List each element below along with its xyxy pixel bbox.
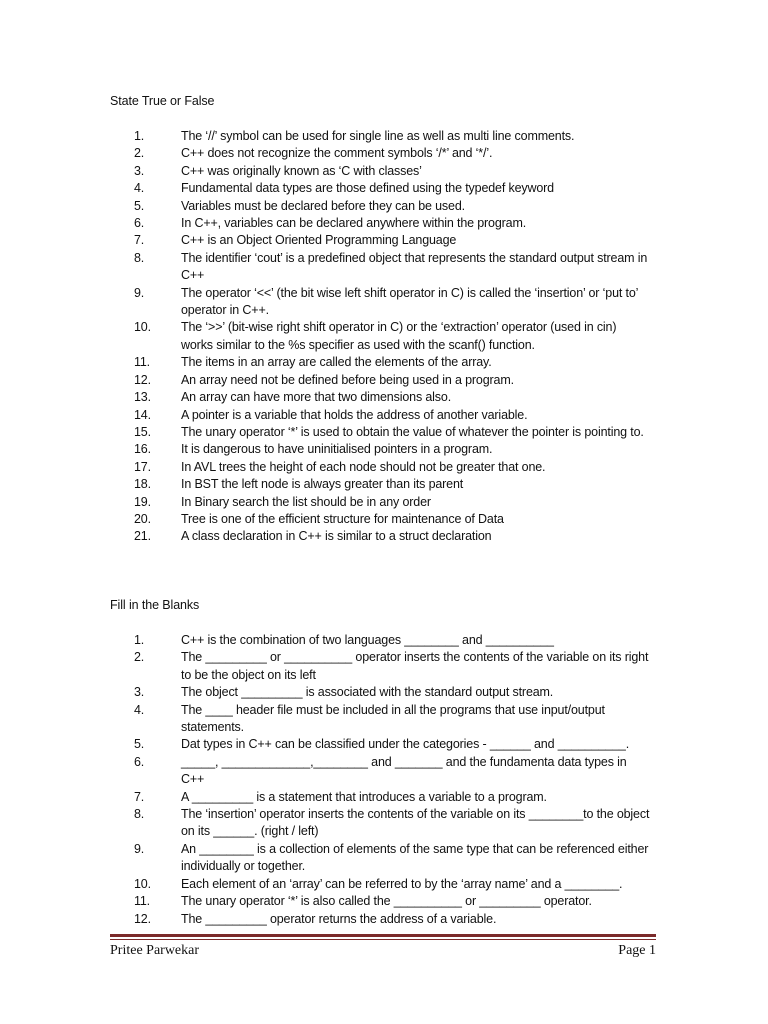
list-item-number: 4. — [134, 181, 145, 196]
list-item — [110, 424, 650, 441]
list-item-number: 10. — [134, 320, 151, 335]
list-item — [110, 198, 650, 215]
list-item-text: C++ was originally known as ‘C with classes’ — [181, 163, 422, 178]
list-item — [110, 389, 650, 406]
list-item-number: 17. — [134, 459, 151, 474]
list-item — [110, 128, 650, 145]
list-item-text: The ‘//’ symbol can be used for single line as well as multi line comments. — [181, 129, 575, 143]
list-item-number: 10. — [134, 876, 151, 891]
list-item-text: C++ is an Object Oriented Programming Language — [181, 233, 457, 248]
list-item-text: In AVL trees the height of each node should not be greater that one. — [181, 459, 546, 474]
list-item — [110, 511, 650, 528]
list-item-number: 11. — [134, 355, 150, 370]
list-item-text: Variables must be declared before they can be used. — [181, 198, 465, 213]
list-item-number: 7. — [134, 233, 145, 248]
list-item — [110, 806, 650, 841]
list-item — [110, 876, 650, 893]
list-item — [110, 841, 650, 876]
list-item-number: 12. — [134, 372, 151, 387]
list-item-text: A pointer is a variable that holds the address of another variable. — [181, 407, 528, 422]
list-item — [110, 494, 650, 511]
list-item-text: The _________ or __________ operator inserts the contents of the variable on its right to be the object on its left — [181, 650, 649, 682]
list-item-text: An array can have more that two dimensions also. — [181, 390, 452, 405]
list-item — [110, 528, 650, 545]
footer-author: Pritee Parwekar — [110, 943, 200, 958]
list-item-number: 15. — [134, 424, 151, 439]
list-item — [110, 354, 650, 371]
list-item — [110, 163, 650, 180]
list-item-text: Tree is one of the efficient structure for maintenance of Data — [181, 511, 504, 526]
list-item-text: The ____ header file must be included in all the programs that use input/output statements. — [181, 702, 605, 735]
list-item-number: 8. — [134, 250, 145, 265]
list-item-text: C++ does not recognize the comment symbols ‘/*’ and ‘*/’. — [181, 146, 493, 161]
footer-page-number: Page 1 — [618, 943, 656, 958]
list-item-text: A _________ is a statement that introduces a variable to a program. — [181, 789, 547, 804]
list-item — [110, 250, 650, 285]
list-item-number: 5. — [134, 737, 145, 752]
list-item-text: _____, _____________,________ and _______ and the fundamenta data types in C++ — [181, 754, 627, 787]
list-item — [110, 911, 650, 928]
list-item-number: 5. — [134, 198, 145, 213]
list-item — [110, 180, 650, 197]
list-item-number: 16. — [134, 442, 151, 457]
list-item-number: 18. — [134, 477, 151, 492]
list-item — [110, 476, 650, 493]
list-item-text: The identifier ‘cout’ is a predefined object that represents the standard output stream in C++ — [181, 250, 648, 283]
list-item — [110, 632, 650, 649]
list-item-text: Dat types in C++ can be classified under the categories - ______ and __________. — [181, 737, 630, 752]
list-item-number: 9. — [134, 841, 145, 856]
fill-blanks-list — [110, 632, 650, 928]
list-item — [110, 736, 650, 753]
list-item-text: C++ is the combination of two languages ________ and __________ — [181, 633, 554, 647]
list-item-number: 1. — [134, 129, 145, 143]
list-item — [110, 215, 650, 232]
list-item — [110, 893, 650, 910]
list-item-text: The unary operator ‘*’ is used to obtain the value of whatever the pointer is pointing to. — [181, 424, 644, 439]
list-item-text: In C++, variables can be declared anywhere within the program. — [181, 216, 527, 231]
list-item — [110, 649, 650, 684]
list-item-number: 19. — [134, 494, 151, 509]
list-item-text: An ________ is a collection of elements of the same type that can be referenced either individually or together. — [181, 841, 649, 874]
footer-divider — [110, 934, 656, 937]
list-item-text: The ‘insertion’ operator inserts the contents of the variable on its ________to the object on its ______. (right / left) — [181, 807, 650, 839]
list-item-text: Fundamental data types are those defined using the typedef keyword — [181, 181, 554, 196]
list-item-text: The items in an array are called the elements of the array. — [181, 355, 492, 370]
list-item-number: 21. — [134, 529, 151, 544]
list-item-text: The operator ‘<<’ (the bit wise left shift operator in C) is called the ‘insertion’ or ‘put to’ operator in C++. — [181, 285, 638, 318]
list-item — [110, 145, 650, 162]
list-item-text: Each element of an ‘array’ can be referred to by the ‘array name’ and a ________. — [181, 876, 623, 891]
true-false-list — [110, 128, 650, 546]
list-item-number: 11. — [134, 894, 150, 909]
list-item — [110, 285, 650, 320]
list-item-number: 6. — [134, 216, 145, 231]
list-item-number: 3. — [134, 163, 145, 178]
list-item — [110, 319, 650, 354]
list-item — [110, 789, 650, 806]
list-item-text: A class declaration in C++ is similar to a struct declaration — [181, 529, 492, 544]
list-item-number: 6. — [134, 754, 145, 769]
list-item-text: The unary operator ‘*’ is also called the __________ or _________ operator. — [181, 894, 592, 909]
list-item-number: 12. — [134, 911, 151, 926]
list-item — [110, 702, 650, 737]
list-item-text: An array need not be defined before being used in a program. — [181, 372, 514, 387]
list-item — [110, 441, 650, 458]
list-item-number: 3. — [134, 685, 145, 700]
list-item-text: The ‘>>’ (bit-wise right shift operator in C) or the ‘extraction’ operator (used in cin) works similar to the %s specifier as used with the scanf() function. — [181, 320, 617, 352]
list-item-number: 1. — [134, 633, 145, 647]
list-item — [110, 754, 650, 789]
section-title-true-false: State True or False — [110, 94, 215, 108]
list-item-number: 9. — [134, 285, 145, 300]
list-item-number: 20. — [134, 511, 151, 526]
list-item-text: In BST the left node is always greater than its parent — [181, 477, 464, 492]
list-item-number: 2. — [134, 146, 145, 161]
footer-divider-thin — [110, 939, 656, 940]
list-item-number: 13. — [134, 390, 151, 405]
list-item-text: In Binary search the list should be in any order — [181, 494, 431, 509]
list-item — [110, 407, 650, 424]
list-item-number: 14. — [134, 407, 151, 422]
list-item-text: It is dangerous to have uninitialised pointers in a program. — [181, 442, 493, 457]
list-item-number: 8. — [134, 807, 145, 822]
list-item-text: The _________ operator returns the address of a variable. — [181, 911, 497, 926]
list-item-number: 2. — [134, 650, 145, 665]
section-title-fill-blanks: Fill in the Blanks — [110, 598, 200, 612]
list-item-number: 7. — [134, 789, 145, 804]
list-item — [110, 459, 650, 476]
list-item — [110, 232, 650, 249]
list-item — [110, 372, 650, 389]
list-item-number: 4. — [134, 702, 145, 717]
list-item — [110, 684, 650, 701]
list-item-text: The object _________ is associated with the standard output stream. — [181, 685, 554, 700]
